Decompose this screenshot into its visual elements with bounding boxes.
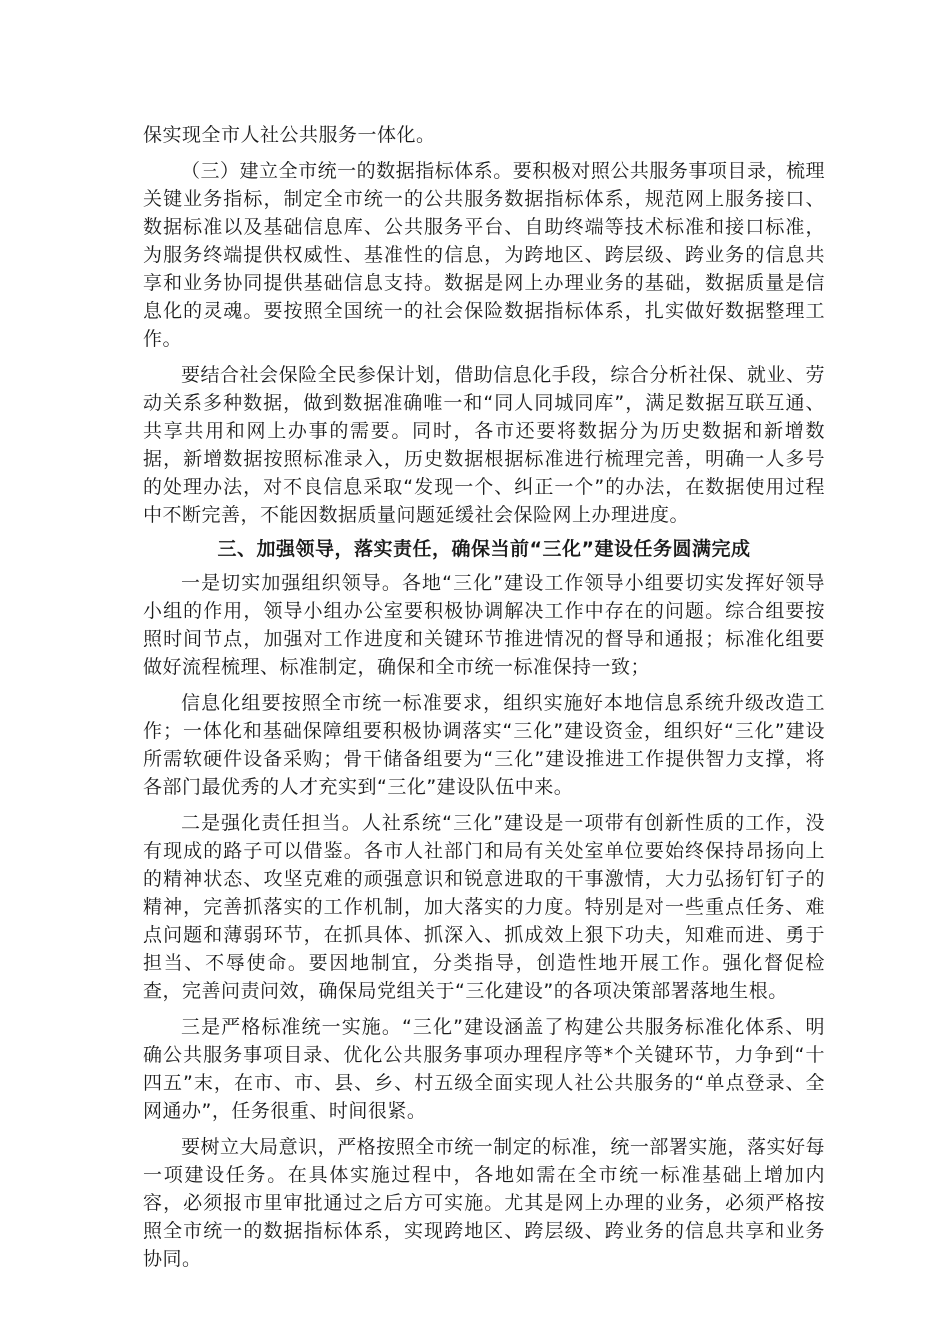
paragraph-organization-leadership: 一是切实加强组织领导。各地“三化”建设工作领导小组要切实发挥好领导小组的作用，领导小组办公室要积极协调解决工作中存在的问题。综合组要按照时间节点，加强对工作进度和关键环节推进情况的督导和通报；标准化组要做好流程梳理、标准制定，确保和全市统一标准保持一致； (143, 572, 825, 678)
paragraph-overall-awareness: 要树立大局意识，严格按照全市统一制定的标准，统一部署实施，落实好每一项建设任务。在具体实施过程中，各地如需在全市统一标准基础上增加内容，必须报市里审批通过之后方可实施。尤其是网上办理的业务，必须严格按照全市统一的数据指标体系，实现跨地区、跨层级、跨业务的信息共享和业务协同。 (143, 1136, 825, 1270)
paragraph-social-insurance-data: 要结合社会保险全民参保计划，借助信息化手段，综合分析社保、就业、劳动关系多种数据，做到数据准确唯一和“同人同城同库”，满足数据互联互通、共享共用和网上办事的需要。同时，各市还要将数据分为历史数据和新增数据，新增数据按照标准录入，历史数据根据标准进行梳理完善，明确一人多号的处理办法，对不良信息采取“发现一个、纠正一个”的办法，在数据使用过程中不断完善，不能因数据质量问题延缓社会保险网上办理进度。 (143, 364, 825, 526)
paragraph-data-indicator-system: （三）建立全市统一的数据指标体系。要积极对照公共服务事项目录，梳理关键业务指标，制定全市统一的公共服务数据指标体系，规范网上服务接口、数据标准以及基础信息库、公共服务平台、自助终端等技术标准和接口标准，为服务终端提供权威性、基准性的信息，为跨地区、跨层级、跨业务的信息共享和业务协同提供基础信息支持。数据是网上办理业务的基础，数据质量是信息化的灵魂。要按照全国统一的社会保险数据指标体系，扎实做好数据整理工作。 (143, 160, 825, 350)
paragraph-responsibility: 二是强化责任担当。人社系统“三化”建设是一项带有创新性质的工作，没有现成的路子可以借鉴。各市人社部门和局有关处室单位要始终保持昂扬向上的精神状态、攻坚克难的顽强意识和锐意进取的干事激情，大力弘扬钉钉子的精神，完善抓落实的工作机制，加大落实的力度。特别是对一些重点任务、难点问题和薄弱环节，在抓具体、抓深入、抓成效上狠下功夫，知难而进、勇于担当、不辱使命。要因地制宜，分类指导，创造性地开展工作。强化督促检查，完善问责问效，确保局党组关于“三化建设”的各项决策部署落地生根。 (143, 812, 825, 1002)
paragraph-informatization-group: 信息化组要按照全市统一标准要求，组织实施好本地信息系统升级改造工作；一体化和基础保障组要积极协调落实“三化”建设资金，组织好“三化”建设所需软硬件设备采购；骨干储备组要为“三化”建设推进工作提供智力支撑，将各部门最优秀的人才充实到“三化”建设队伍中来。 (143, 692, 825, 798)
section-heading: 三、加强领导，落实责任，确保当前“三化”建设任务圆满完成 (217, 538, 751, 560)
paragraph-standard-implementation: 三是严格标准统一实施。“三化”建设涵盖了构建公共服务标准化体系、明确公共服务事项目录、优化公共服务事项办理程序等*个关键环节，力争到“十四五”末，在市、市、县、乡、村五级全面实现人社公共服务的“单点登录、全网通办”，任务很重、时间很紧。 (143, 1016, 825, 1122)
document-page (143, 121, 825, 1273)
paragraph-continuation: 保实现全市人社公共服务一体化。 (143, 124, 436, 146)
